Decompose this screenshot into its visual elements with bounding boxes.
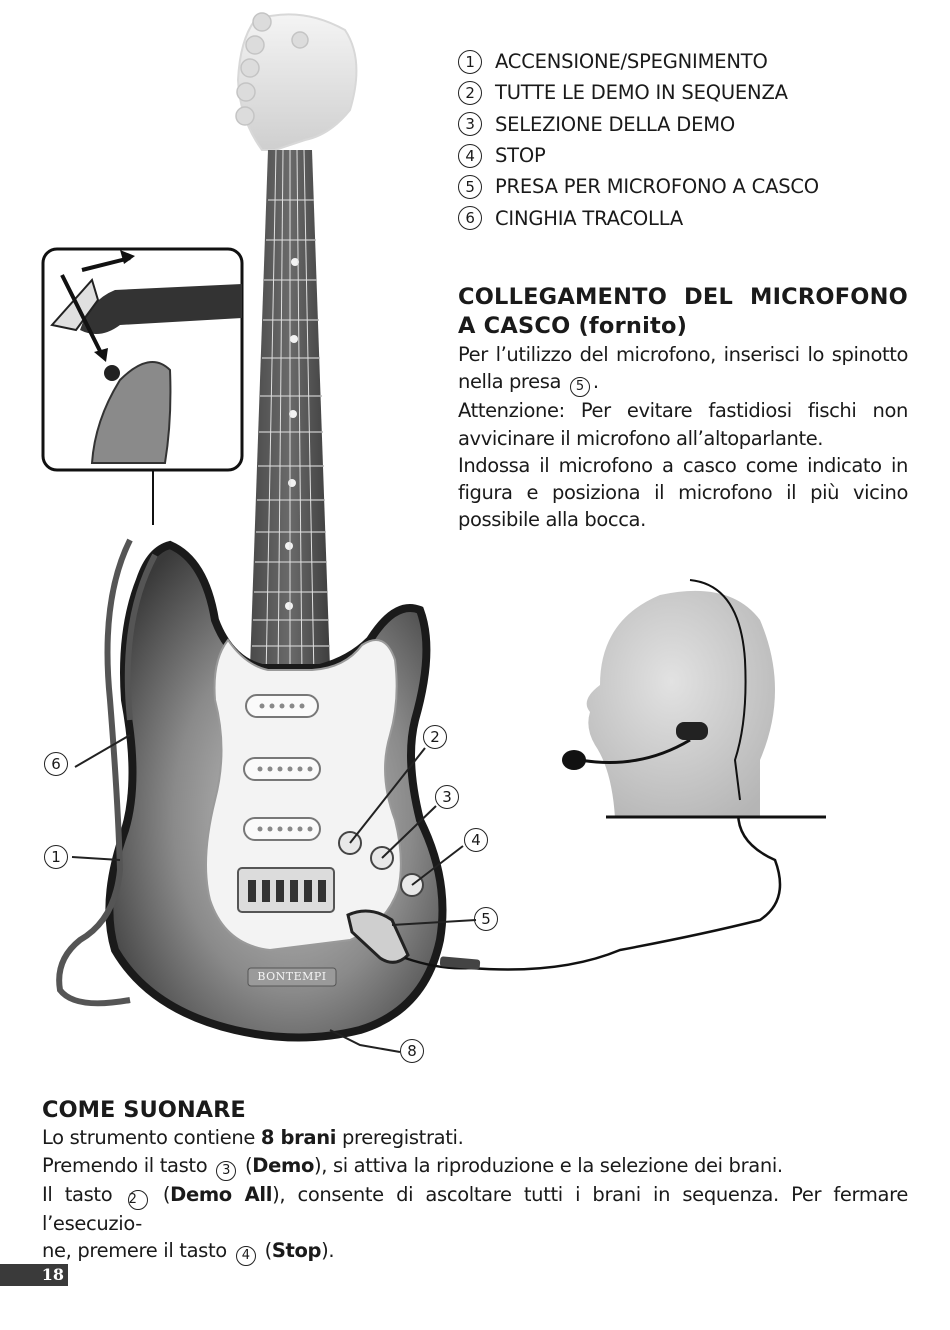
- inline-number: 4: [236, 1246, 256, 1266]
- inline-number: 5: [570, 377, 590, 397]
- legend-item: [458, 109, 819, 140]
- legend-label: CINGHIA TRACOLLA: [495, 206, 683, 230]
- legend-number: 4: [458, 144, 482, 168]
- mic-section-body: [458, 341, 908, 534]
- text: (: [264, 1239, 272, 1262]
- callout-4: 4: [464, 828, 488, 852]
- callout-1: 1: [44, 845, 68, 869]
- legend-number: 2: [458, 81, 482, 105]
- text: Premendo il tasto: [42, 1153, 208, 1177]
- legend-item: [458, 77, 819, 108]
- text: ), si attiva la riproduzione e la selezione dei brani.: [314, 1153, 783, 1177]
- mic-paragraph-2: Attenzione: Per evitare fastidiosi fischi non avvicinare il microfono all’altoparlante.: [458, 399, 908, 450]
- callout-3: 3: [435, 785, 459, 809]
- bold-text: 8 brani: [260, 1126, 337, 1149]
- text: ne, premere il tasto: [42, 1239, 227, 1262]
- come-suonare-title: COME SUONARE: [42, 1097, 246, 1123]
- come-suonare-section: [42, 1096, 908, 1266]
- legend-label: PRESA PER MICROFONO A CASCO: [495, 175, 819, 199]
- mic-p1-text: Per l’utilizzo del microfono, inserisci lo spinotto nella presa: [458, 343, 908, 394]
- text: Lo strumento contiene: [42, 1126, 261, 1149]
- come-line-3: [42, 1181, 908, 1238]
- inline-number: 2: [128, 1190, 148, 1210]
- inline-number: 3: [216, 1161, 236, 1181]
- text: ), consente di ascoltare tutti i brani in sequenza. Per fermare l’esecuzio-: [42, 1182, 909, 1235]
- headstock: [236, 13, 356, 150]
- bold-text: Demo All: [170, 1182, 273, 1206]
- legend-item: [458, 46, 819, 77]
- mic-paragraph-1: [458, 341, 908, 397]
- mic-title-line2: A CASCO (fornito): [458, 313, 688, 339]
- callout-8: 8: [400, 1039, 424, 1063]
- mic-section-title: [458, 283, 908, 341]
- come-line-1: [42, 1124, 908, 1152]
- callout-2: 2: [423, 725, 447, 749]
- callout-6: 6: [44, 752, 68, 776]
- legend-label: STOP: [495, 144, 546, 168]
- mic-p1-end: .: [592, 370, 599, 394]
- legend-label: SELEZIONE DELLA DEMO: [495, 112, 736, 136]
- legend-item: [458, 202, 819, 233]
- come-line-4: [42, 1237, 908, 1266]
- mic-paragraph-3: Indossa il microfono a casco come indicato in figura e posiziona il microfono il più vicino possibile alla bocca.: [458, 453, 908, 532]
- legend-label: TUTTE LE DEMO IN SEQUENZA: [495, 81, 788, 105]
- text: (: [245, 1153, 253, 1177]
- mic-title-line1: COLLEGAMENTO DEL MICROFONO: [458, 284, 908, 310]
- bold-text: Demo: [252, 1153, 314, 1177]
- legend-number: 1: [458, 50, 482, 74]
- text: ).: [321, 1239, 335, 1262]
- legend-list: [458, 46, 819, 234]
- legend-number: 6: [458, 206, 482, 230]
- inset-strap-detail: [43, 249, 242, 525]
- page-number: 18: [0, 1264, 68, 1286]
- legend-number: 5: [458, 175, 482, 199]
- legend-item: [458, 140, 819, 171]
- text: preregistrati.: [336, 1126, 464, 1149]
- text: (: [162, 1182, 171, 1206]
- callout-5: 5: [474, 907, 498, 931]
- come-line-2: [42, 1152, 908, 1181]
- bold-text: Stop: [271, 1239, 322, 1262]
- legend-number: 3: [458, 112, 482, 136]
- text: Il tasto: [42, 1182, 113, 1206]
- legend-item: [458, 171, 819, 202]
- mannequin-head: [562, 580, 826, 818]
- guitar-brand-label: BONTEMPI: [257, 970, 327, 983]
- legend-label: ACCENSIONE/SPEGNIMENTO: [495, 50, 768, 74]
